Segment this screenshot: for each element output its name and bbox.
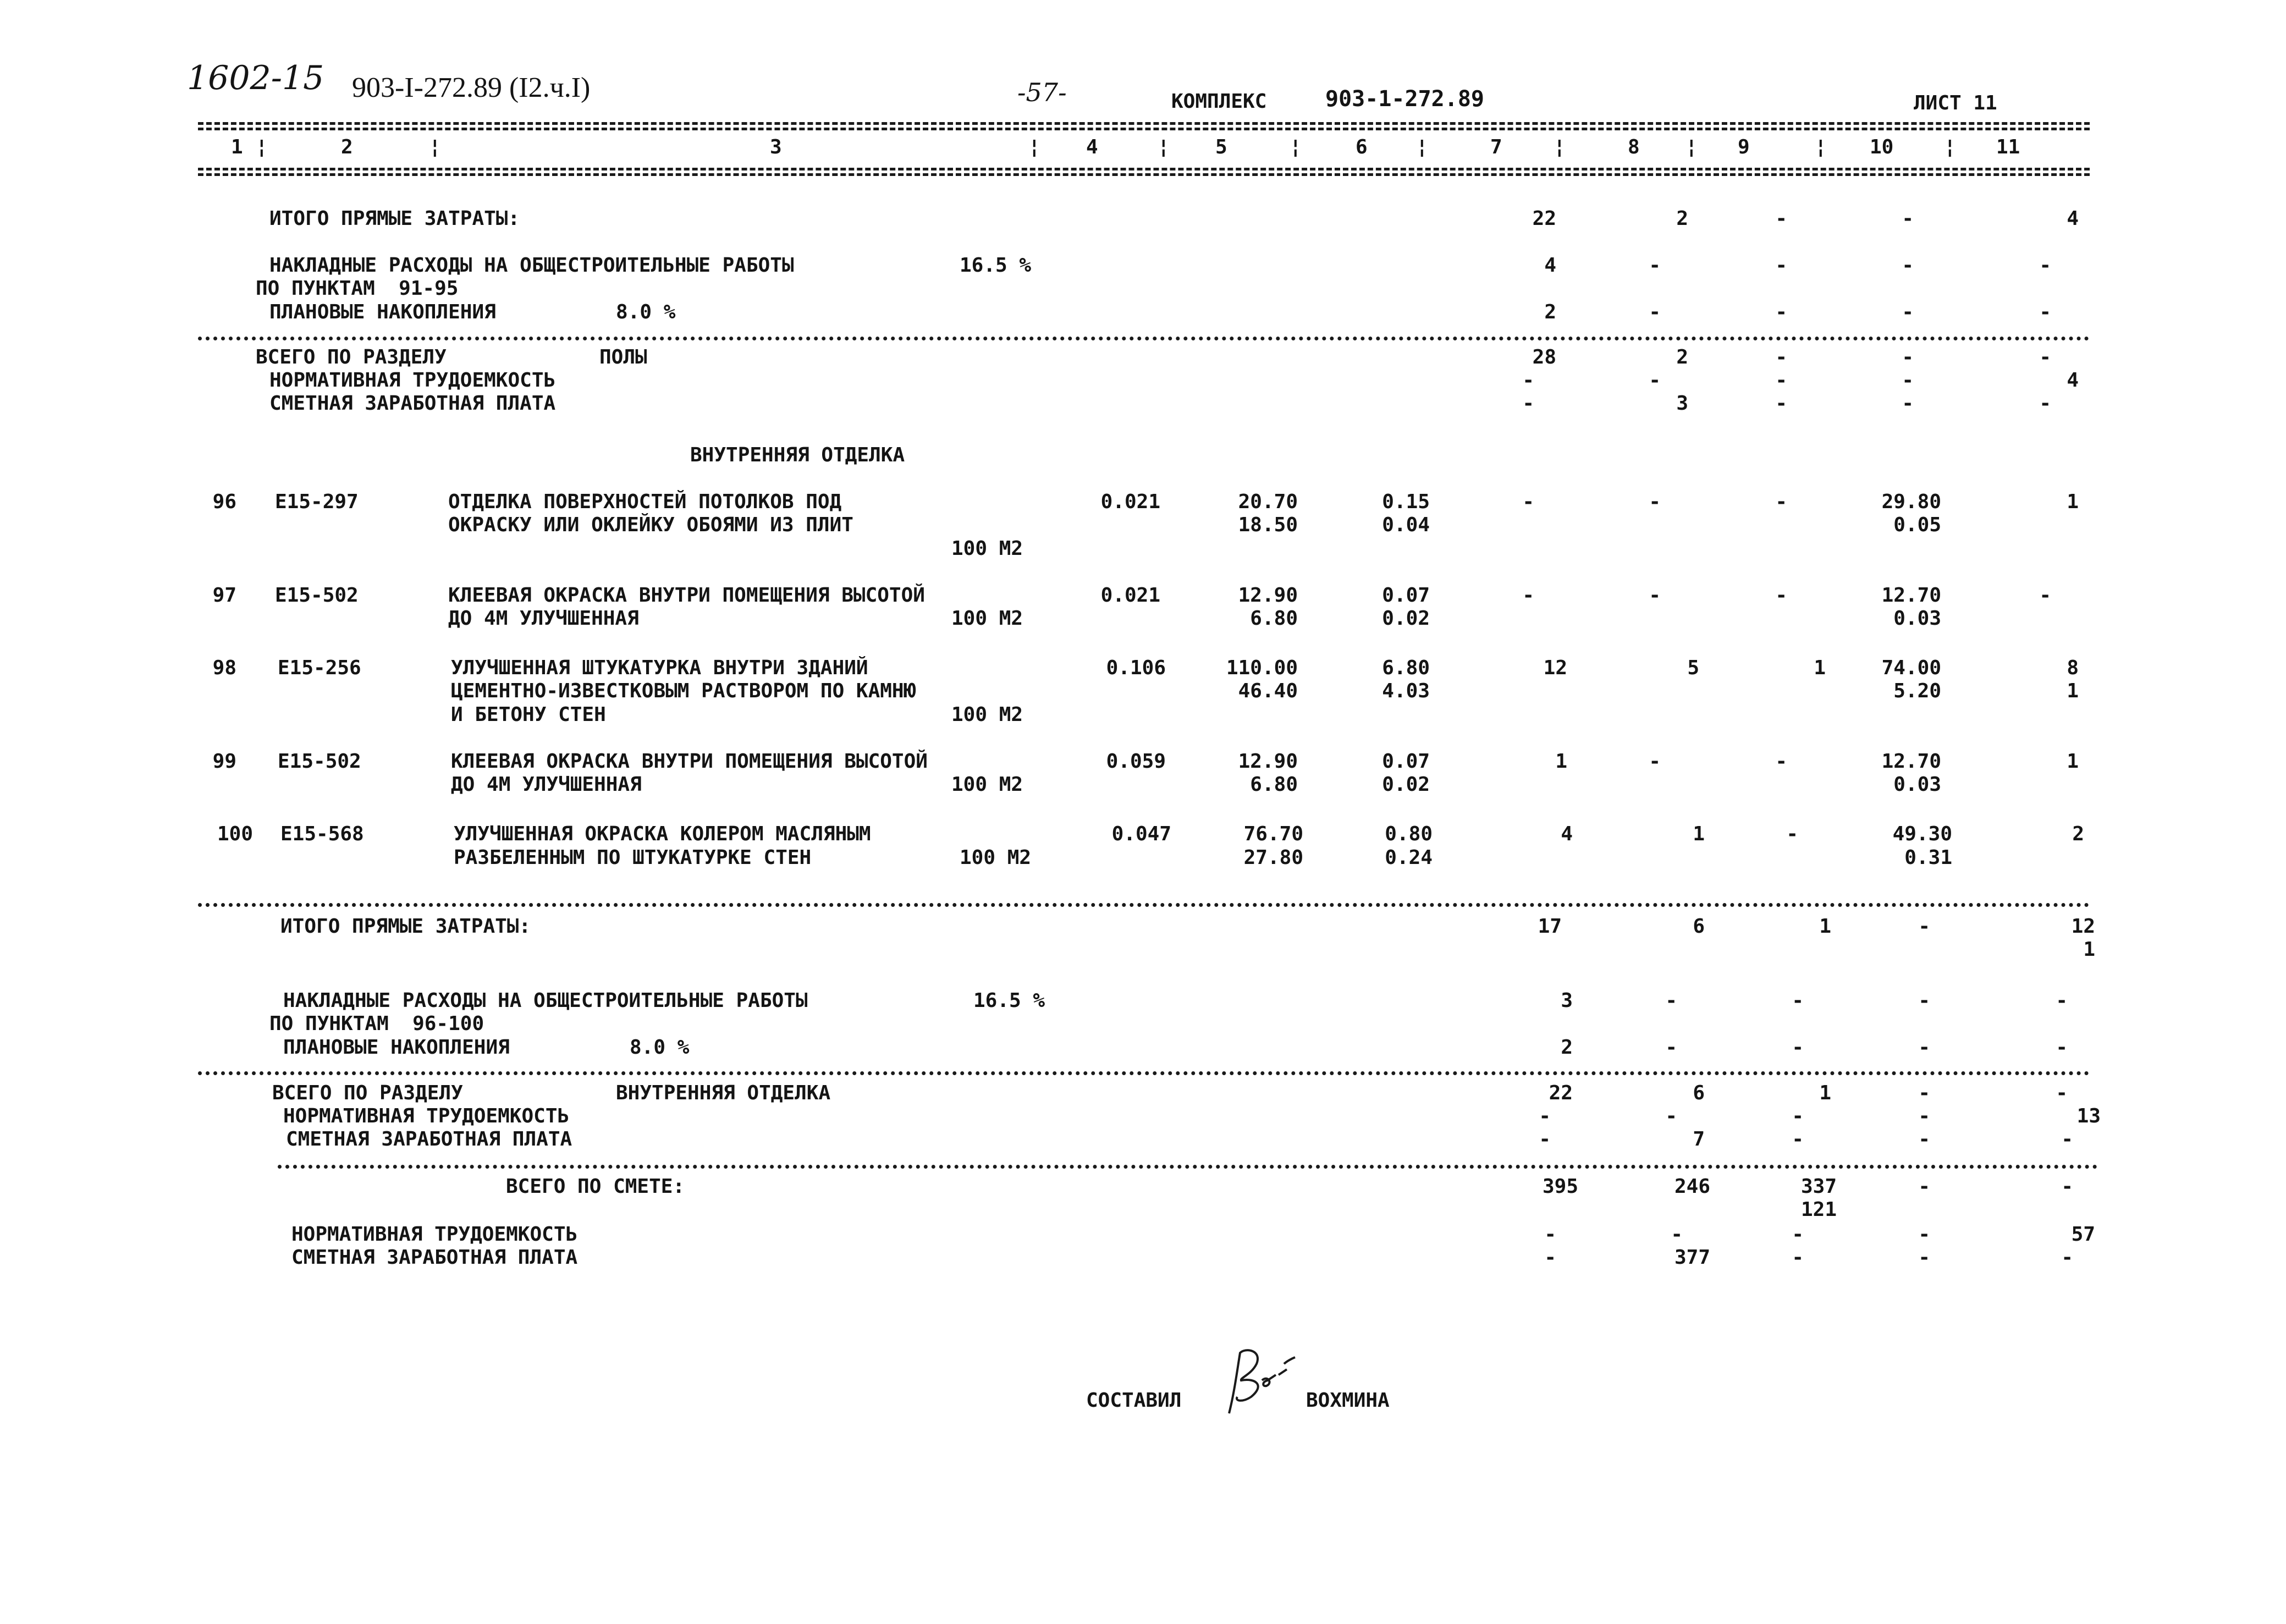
cell-c11: -: [2061, 1246, 2073, 1269]
work-description: УЛУЧШЕННАЯ ОКРАСКА КОЛЕРОМ МАСЛЯНЫМ: [454, 823, 871, 845]
plan-label: ПЛАНОВЫЕ НАКОПЛЕНИЯ: [283, 1036, 510, 1059]
cell-c11: 1: [2067, 750, 2079, 773]
unit-price-wage: 27.80: [1243, 846, 1303, 869]
sheet-label: ЛИСТ 11: [1914, 92, 1997, 114]
cell-c7: 2: [1544, 301, 1556, 323]
header-rule-top: [198, 122, 2090, 125]
norm-code: Е15-297: [275, 491, 359, 513]
cell-c11: 2: [2072, 823, 2084, 845]
work-description: ЦЕМЕНТНО-ИЗВЕСТКОВЫМ РАСТВОРОМ ПО КАМНЮ: [451, 680, 916, 702]
unit: 100 М2: [951, 537, 1023, 560]
norm-code: Е15-502: [278, 750, 361, 773]
cell-c10: 12.70: [1881, 584, 1941, 607]
vsego-po-smete-label: ВСЕГО ПО СМЕТЕ:: [506, 1175, 685, 1198]
quantity: 0.047: [1111, 823, 1171, 845]
cell-c8: 3: [1676, 392, 1688, 415]
column-number: 8: [1628, 136, 1640, 158]
column-separator: ¦: [1815, 136, 1827, 158]
cost-wage: 0.24: [1385, 846, 1433, 869]
trud-label: НОРМАТИВНАЯ ТРУДОЕМКОСТЬ: [283, 1105, 570, 1127]
cell-c7: 22: [1549, 1082, 1573, 1104]
row-number: 99: [212, 750, 236, 773]
unit-price-wage: 6.80: [1250, 607, 1298, 630]
cell-c9: -: [1775, 369, 1787, 392]
cell-c11: 12: [2071, 915, 2095, 938]
cell-c10: 29.80: [1881, 491, 1941, 513]
plan-percent: 8.0 %: [616, 301, 676, 323]
cell-c7: -: [1539, 1128, 1551, 1150]
itogo-label: ИТОГО ПРЯМЫЕ ЗАТРАТЫ:: [269, 207, 520, 230]
nakl-percent: 16.5 %: [960, 254, 1032, 277]
cell-c10: 0.05: [1893, 514, 1941, 536]
trud-label: НОРМАТИВНАЯ ТРУДОЕМКОСТЬ: [291, 1223, 578, 1246]
cell-c11: 8: [2067, 657, 2079, 679]
cell-c10: -: [1918, 1036, 1930, 1059]
cell-c10: -: [1918, 915, 1930, 938]
nakl-items-label: ПО ПУНКТАМ 91-95: [256, 277, 459, 300]
cell-c11: -: [2056, 1036, 2068, 1059]
cell-c7: -: [1522, 491, 1534, 513]
column-number: 6: [1356, 136, 1368, 158]
cell-c11: 1: [2083, 938, 2095, 961]
vsego-section-name: ПОЛЫ: [599, 346, 647, 368]
column-separator: ¦: [1416, 136, 1428, 158]
cell-c10: -: [1902, 301, 1914, 323]
cell-c9: -: [1775, 750, 1787, 773]
cell-c7: -: [1544, 1246, 1556, 1269]
cell-c10: 5.20: [1893, 680, 1941, 702]
quantity: 0.059: [1106, 750, 1166, 773]
cell-c7: 3: [1561, 989, 1573, 1012]
cell-c7: 2: [1561, 1036, 1573, 1059]
nakl-label: НАКЛАДНЫЕ РАСХОДЫ НА ОБЩЕСТРОИТЕЛЬНЫЕ РАБОТЫ: [283, 989, 808, 1012]
dotted-rule: [198, 1071, 2090, 1075]
cell-c9: 1: [1814, 657, 1826, 679]
work-description: РАЗБЕЛЕННЫМ ПО ШТУКАТУРКЕ СТЕН: [454, 846, 812, 869]
cell-c11: -: [2039, 346, 2051, 368]
compiler-name: ВОХМИНА: [1306, 1389, 1390, 1412]
cell-c7: -: [1539, 1105, 1551, 1127]
cell-c8: -: [1665, 1105, 1677, 1127]
column-number: 11: [1996, 136, 2020, 158]
row-number: 98: [212, 657, 236, 679]
unit-price: 20.70: [1238, 491, 1298, 513]
unit-price-wage: 46.40: [1238, 680, 1298, 702]
column-separator: ¦: [1290, 136, 1302, 158]
vsego-section-name: ВНУТРЕННЯЯ ОТДЕЛКА: [616, 1082, 831, 1104]
cell-c7: 1: [1555, 750, 1567, 773]
cell-c9: 1: [1819, 1082, 1831, 1104]
cell-c9: -: [1792, 1036, 1804, 1059]
cell-c8: 2: [1676, 346, 1688, 368]
cost-wage: 0.02: [1382, 773, 1430, 796]
cell-c10: 0.03: [1893, 773, 1941, 796]
cell-c9: -: [1775, 584, 1787, 607]
cell-c8: 5: [1687, 657, 1699, 679]
cell-c10: -: [1918, 1246, 1930, 1269]
unit: 100 М2: [951, 773, 1023, 796]
cell-c11: -: [2061, 1128, 2073, 1150]
unit: 100 М2: [951, 703, 1023, 726]
cell-c9: -: [1775, 392, 1787, 415]
cell-c7: 4: [1544, 254, 1556, 277]
trud-label: НОРМАТИВНАЯ ТРУДОЕМКОСТЬ: [269, 369, 556, 392]
work-description: ДО 4М УЛУЧШЕННАЯ: [448, 607, 639, 630]
cell-c8: -: [1649, 301, 1661, 323]
cell-c9: 121: [1800, 1198, 1837, 1221]
column-separator: ¦: [1554, 136, 1566, 158]
dotted-rule: [278, 1165, 2098, 1169]
cell-c8: 6: [1693, 915, 1705, 938]
cell-c8: 2: [1676, 207, 1688, 230]
vsego-label: ВСЕГО ПО РАЗДЕЛУ: [272, 1082, 463, 1104]
cell-c10: 49.30: [1892, 823, 1952, 845]
cell-c11: -: [2039, 584, 2051, 607]
cell-c10: 12.70: [1881, 750, 1941, 773]
cell-c7: 22: [1532, 207, 1556, 230]
cell-c10: -: [1918, 1128, 1930, 1150]
cell-c10: -: [1918, 1105, 1930, 1127]
column-number: 1: [231, 136, 243, 158]
cell-c8: 1: [1693, 823, 1705, 845]
vsego-label: ВСЕГО ПО РАЗДЕЛУ: [256, 346, 447, 368]
quantity: 0.021: [1100, 584, 1160, 607]
zp-label: СМЕТНАЯ ЗАРАБОТНАЯ ПЛАТА: [291, 1246, 578, 1269]
cell-c8: -: [1649, 491, 1661, 513]
cell-c9: -: [1775, 254, 1787, 277]
column-number: 10: [1870, 136, 1894, 158]
cell-c7: -: [1522, 369, 1534, 392]
cell-c7: 12: [1543, 657, 1567, 679]
handwritten-note: 1602-15: [187, 59, 324, 97]
cell-c8: -: [1649, 254, 1661, 277]
cost-value: 6.80: [1382, 657, 1430, 679]
cell-c8: -: [1649, 369, 1661, 392]
cell-c9: -: [1792, 1105, 1804, 1127]
norm-code: Е15-502: [275, 584, 359, 607]
cell-c7: 17: [1538, 915, 1562, 938]
cell-c11: -: [2056, 1082, 2068, 1104]
cell-c8: -: [1649, 750, 1661, 773]
zp-label: СМЕТНАЯ ЗАРАБОТНАЯ ПЛАТА: [286, 1128, 572, 1150]
komplex-label: КОМПЛЕКС: [1171, 90, 1267, 113]
work-description: КЛЕЕВАЯ ОКРАСКА ВНУТРИ ПОМЕЩЕНИЯ ВЫСОТОЙ: [448, 584, 925, 607]
signature-icon: [1218, 1342, 1301, 1419]
column-number: 7: [1490, 136, 1502, 158]
cell-c9: -: [1775, 346, 1787, 368]
cell-c9: -: [1775, 491, 1787, 513]
cell-c7: -: [1544, 1223, 1556, 1246]
column-number: 3: [770, 136, 782, 158]
header-rule-bottom-2: [198, 173, 2090, 176]
cell-c7: -: [1522, 392, 1534, 415]
cell-c8: -: [1671, 1223, 1683, 1246]
cell-c7: 395: [1542, 1175, 1578, 1198]
column-separator: ¦: [1944, 136, 1956, 158]
work-description: КЛЕЕВАЯ ОКРАСКА ВНУТРИ ПОМЕЩЕНИЯ ВЫСОТОЙ: [451, 750, 928, 773]
column-number: 2: [341, 136, 353, 158]
plan-percent: 8.0 %: [630, 1036, 690, 1059]
unit-price-wage: 18.50: [1238, 514, 1298, 536]
cell-c7: -: [1522, 584, 1534, 607]
cell-c11: 57: [2071, 1223, 2095, 1246]
unit: 100 М2: [951, 607, 1023, 630]
unit-price: 110.00: [1226, 657, 1298, 679]
column-number: 4: [1086, 136, 1098, 158]
cell-c11: 1: [2067, 680, 2079, 702]
cell-c9: -: [1792, 1246, 1804, 1269]
cell-c7: 4: [1561, 823, 1573, 845]
cell-c10: -: [1918, 1223, 1930, 1246]
komplex-code: 903-1-272.89: [1325, 86, 1484, 112]
row-number: 100: [217, 823, 253, 845]
header-rule-bottom: [198, 168, 2090, 170]
column-separator: ¦: [256, 136, 268, 158]
cell-c10: 0.31: [1904, 846, 1952, 869]
cell-c11: 4: [2067, 207, 2079, 230]
quantity: 0.106: [1106, 657, 1166, 679]
work-description: ОКРАСКУ ИЛИ ОКЛЕЙКУ ОБОЯМИ ИЗ ПЛИТ: [448, 514, 853, 536]
cost-wage: 4.03: [1382, 680, 1430, 702]
cell-c11: -: [2061, 1175, 2073, 1198]
header-rule-top-2: [198, 128, 2090, 130]
work-description: И БЕТОНУ СТЕН: [451, 703, 606, 726]
document-code: 903-I-272.89 (I2.ч.I): [352, 72, 591, 103]
cell-c9: -: [1792, 1223, 1804, 1246]
work-description: ДО 4М УЛУЧШЕННАЯ: [451, 773, 642, 796]
cell-c9: -: [1775, 301, 1787, 323]
cell-c8: 6: [1693, 1082, 1705, 1104]
cell-c10: -: [1918, 989, 1930, 1012]
cell-c11: 13: [2076, 1105, 2101, 1127]
unit-price: 76.70: [1243, 823, 1303, 845]
cell-c9: 1: [1819, 915, 1831, 938]
cell-c10: 74.00: [1881, 657, 1941, 679]
nakl-percent: 16.5 %: [973, 989, 1045, 1012]
cell-c8: 246: [1674, 1175, 1710, 1198]
cell-c10: -: [1918, 1175, 1930, 1198]
column-separator: ¦: [1685, 136, 1698, 158]
cell-c10: -: [1902, 346, 1914, 368]
work-description: ОТДЕЛКА ПОВЕРХНОСТЕЙ ПОТОЛКОВ ПОД: [448, 491, 842, 513]
cell-c10: -: [1918, 1082, 1930, 1104]
unit: 100 М2: [960, 846, 1032, 869]
cell-c9: -: [1792, 1128, 1804, 1150]
cell-c10: -: [1902, 369, 1914, 392]
column-number: 9: [1738, 136, 1750, 158]
plan-label: ПЛАНОВЫЕ НАКОПЛЕНИЯ: [269, 301, 496, 323]
page-mark: -57-: [1017, 78, 1067, 107]
cell-c9: -: [1792, 989, 1804, 1012]
column-separator: ¦: [429, 136, 441, 158]
sostavil-label: СОСТАВИЛ: [1086, 1389, 1182, 1412]
work-description: УЛУЧШЕННАЯ ШТУКАТУРКА ВНУТРИ ЗДАНИЙ: [451, 657, 868, 679]
cost-wage: 0.04: [1382, 514, 1430, 536]
cell-c9: 337: [1800, 1175, 1837, 1198]
cell-c8: -: [1665, 1036, 1677, 1059]
column-separator: ¦: [1028, 136, 1040, 158]
cost-value: 0.15: [1382, 491, 1430, 513]
itogo-label: ИТОГО ПРЯМЫЕ ЗАТРАТЫ:: [280, 915, 531, 938]
dotted-rule: [198, 903, 2090, 907]
cell-c10: 0.03: [1893, 607, 1941, 630]
column-number: 5: [1215, 136, 1227, 158]
cell-c9: -: [1775, 207, 1787, 230]
unit-price: 12.90: [1238, 584, 1298, 607]
cell-c8: 7: [1693, 1128, 1705, 1150]
cell-c11: 1: [2067, 491, 2079, 513]
cell-c11: -: [2039, 301, 2051, 323]
cell-c11: -: [2056, 989, 2068, 1012]
cost-wage: 0.02: [1382, 607, 1430, 630]
unit-price: 12.90: [1238, 750, 1298, 773]
cell-c11: 4: [2067, 369, 2079, 392]
cell-c8: 377: [1674, 1246, 1710, 1269]
norm-code: Е15-568: [280, 823, 364, 845]
nakl-label: НАКЛАДНЫЕ РАСХОДЫ НА ОБЩЕСТРОИТЕЛЬНЫЕ РАБОТЫ: [269, 254, 794, 277]
section-title: ВНУТРЕННЯЯ ОТДЕЛКА: [690, 444, 905, 466]
zp-label: СМЕТНАЯ ЗАРАБОТНАЯ ПЛАТА: [269, 392, 556, 415]
cell-c10: -: [1902, 392, 1914, 415]
dotted-rule: [198, 337, 2090, 340]
cell-c10: -: [1902, 254, 1914, 277]
cell-c11: -: [2039, 392, 2051, 415]
cell-c10: -: [1902, 207, 1914, 230]
row-number: 96: [212, 491, 236, 513]
cell-c11: -: [2039, 254, 2051, 277]
column-separator: ¦: [1158, 136, 1170, 158]
unit-price-wage: 6.80: [1250, 773, 1298, 796]
nakl-items-label: ПО ПУНКТАМ 96-100: [269, 1012, 484, 1035]
norm-code: Е15-256: [278, 657, 361, 679]
cell-c8: -: [1649, 584, 1661, 607]
cost-value: 0.80: [1385, 823, 1433, 845]
row-number: 97: [212, 584, 236, 607]
cell-c7: 28: [1532, 346, 1556, 368]
quantity: 0.021: [1100, 491, 1160, 513]
cell-c8: -: [1665, 989, 1677, 1012]
cost-value: 0.07: [1382, 750, 1430, 773]
cost-value: 0.07: [1382, 584, 1430, 607]
cell-c9: -: [1786, 823, 1798, 845]
